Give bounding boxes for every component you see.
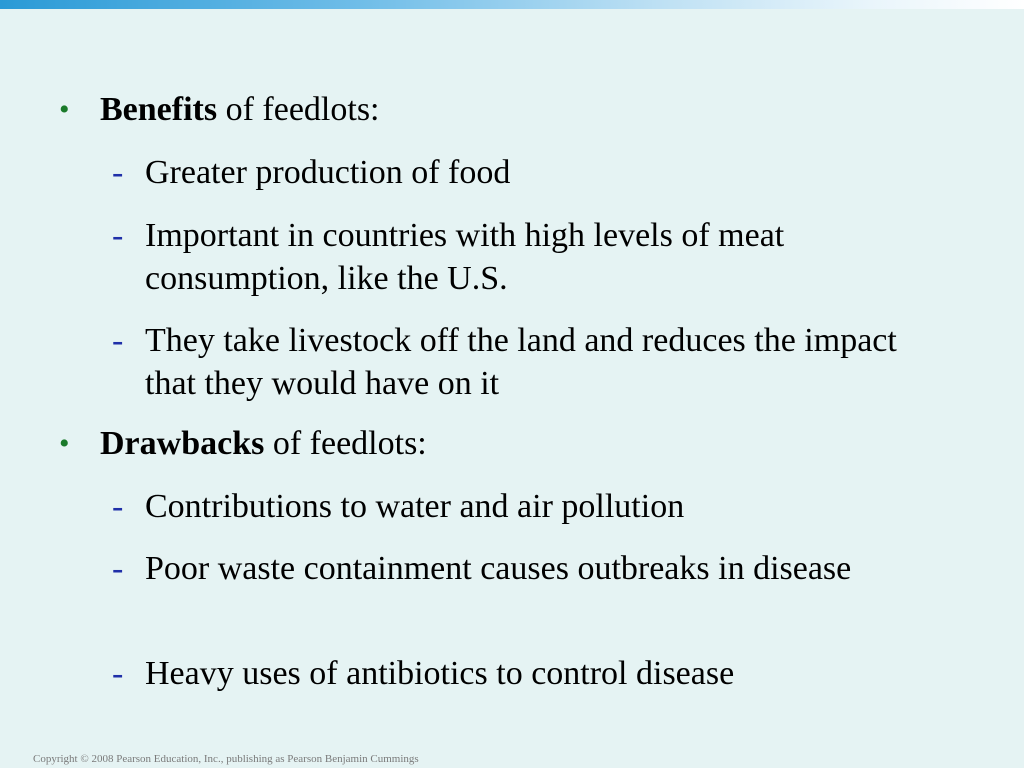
bullet-heading (100, 89, 380, 131)
bullet-heading (100, 423, 427, 465)
bullet-heading-rest: of feedlots: (264, 425, 427, 462)
dash-icon: - (112, 655, 124, 692)
sub-item-text: Important in countries with high levels of meat consumption, like the U.S. (145, 217, 785, 297)
copyright-footer: Copyright © 2008 Pearson Education, Inc., publishing as Pearson Benjamin Cummings (33, 753, 419, 765)
sub-item-text: Heavy uses of antibiotics to control disease (145, 655, 735, 692)
sub-item-text: They take livestock off the land and reduces the impact that they would have on it (145, 322, 897, 402)
bullet-dot-icon: • (59, 427, 70, 460)
bullet-heading-bold: Benefits (100, 91, 218, 128)
bullet-dot-icon: • (59, 93, 70, 126)
dash-icon: - (112, 217, 124, 254)
bullet-heading-rest: of feedlots: (217, 91, 380, 128)
dash-icon: - (112, 154, 124, 191)
dash-icon: - (112, 550, 124, 587)
sub-item-text: Contributions to water and air pollution (145, 488, 685, 525)
bullet-heading-bold: Drawbacks (100, 425, 265, 462)
sub-item-text: Greater production of food (145, 154, 511, 191)
dash-icon: - (112, 322, 124, 359)
sub-item-text: Poor waste containment causes outbreaks in disease (145, 550, 852, 587)
dash-icon: - (112, 488, 124, 525)
